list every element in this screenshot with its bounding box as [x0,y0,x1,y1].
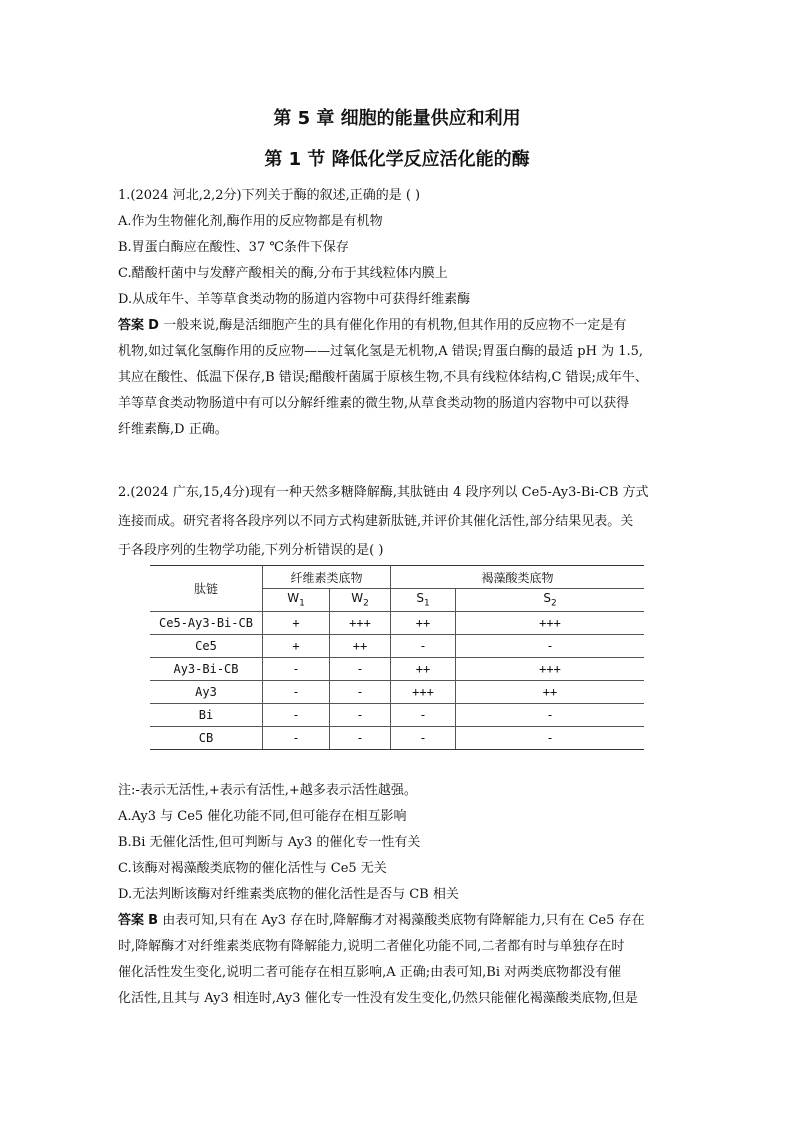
cell-w2: - [330,704,391,727]
explanation-line: 化活性,且其与 Ay3 相连时,Ay3 催化专一性没有发生变化,仍然只能催化褐藻酸类底物,但是 [118,991,638,1006]
question-stem-line: 于各段序列的生物学功能,下列分析错误的是( ) [118,543,384,558]
cell-s2: +++ [456,658,645,681]
cell-peptide: Bi [150,704,263,727]
cell-peptide: Ay3-Bi-CB [150,658,263,681]
table-row [150,612,644,635]
table-row [150,658,644,681]
table-row [150,704,644,727]
explanation-line: 羊等草食类动物肠道中有可以分解纤维素的微生物,从草食类动物的肠道内容物中可以获得 [118,396,630,411]
explanation-line: 由表可知,只有在 Ay3 存在时,降解酶才对褐藻酸类底物有降解能力,只有在 Ce5 存在 [162,913,645,928]
explanation-line: 纤维素酶,D 正确。 [118,422,228,437]
explanation-line: 机物,如过氧化氢酶作用的反应物——过氧化氢是无机物,A 错误;胃蛋白酶的最适 pH 为 1.5, [118,344,644,359]
option-b: B.Bi 无催化活性,但可判断与 Ay3 的催化专一性有关 [118,835,421,850]
header-cellulose: 纤维素类底物 [263,566,391,589]
option-a: A.作为生物催化剂,酶作用的反应物都是有机物 [118,214,383,229]
explanation-line: 其应在酸性、低温下保存,B 错误;醋酸杆菌属于原核生物,不具有线粒体结构,C 错误;成年牛、 [118,370,648,385]
option-d: D.无法判断该酶对纤维素类底物的催化活性是否与 CB 相关 [118,887,459,902]
table-note: 注:-表示无活性,+表示有活性,+越多表示活性越强。 [118,783,417,798]
cell-s1: - [391,727,456,750]
answer-line [118,908,684,934]
answer-key: B [148,913,159,928]
cell-s1: - [391,704,456,727]
chapter-title: 第 5 章 细胞的能量供应和利用 [273,108,521,129]
cell-s2: +++ [456,612,645,635]
answer-label: 答案 [118,913,145,928]
question-stem-line: 连接而成。研究者将各段序列以不同方式构建新肽链,并评价其催化活性,部分结果见表。关 [118,514,634,529]
header-s2: $S_2$ [456,589,645,612]
cell-w1: - [263,681,330,704]
cell-w2: +++ [330,612,391,635]
cell-s2: ++ [456,681,645,704]
option-d: D.从成年牛、羊等草食类动物的肠道内容物中可获得纤维素酶 [118,292,471,307]
cell-w1: - [263,658,330,681]
question-2 [118,478,684,565]
table-row [150,727,644,750]
question-2-after-table [118,778,684,1012]
cell-peptide: Ce5-Ay3-Bi-CB [150,612,263,635]
header-w2: $W_2$ [330,589,391,612]
cell-s1: ++ [391,658,456,681]
cell-peptide: Ce5 [150,635,263,658]
question-1 [118,183,684,443]
option-c: C.醋酸杆菌中与发酵产酸相关的酶,分布于其线粒体内膜上 [118,266,448,281]
cell-w2: - [330,681,391,704]
header-w1: $W_1$ [263,589,330,612]
cell-w1: - [263,704,330,727]
cell-w1: + [263,635,330,658]
cell-s2: - [456,635,645,658]
cell-w2: - [330,658,391,681]
section-title: 第 1 节 降低化学反应活化能的酶 [264,149,530,170]
cell-s1: +++ [391,681,456,704]
question-stem: 1.(2024 河北,2,2分)下列关于酶的叙述,正确的是 ( ) [118,188,421,203]
explanation-line: 催化活性发生变化,说明二者可能存在相互影响,A 正确;由表可知,Bi 对两类底物都没有催 [118,965,622,980]
cell-peptide: Ay3 [150,681,263,704]
cell-peptide: CB [150,727,263,750]
header-peptide: 肽链 [150,566,263,612]
header-alginate: 褐藻酸类底物 [391,566,645,589]
cell-s1: - [391,635,456,658]
header-s1: $S_1$ [391,589,456,612]
explanation-line: 一般来说,酶是活细胞产生的具有催化作用的有机物,但其作用的反应物不一定是有 [163,318,627,333]
option-a: A.Ay3 与 Ce5 催化功能不同,但可能存在相互影响 [118,809,407,824]
answer-key: D [148,318,159,333]
cell-w2: ++ [330,635,391,658]
option-b: B.胃蛋白酶应在酸性、37 ℃条件下保存 [118,240,349,255]
cell-s2: - [456,727,645,750]
question-stem-line: 2.(2024 广东,15,4分)现有一种天然多糖降解酶,其肽链由 4 段序列以 Ce5-Ay3-Bi-CB 方式 [118,485,649,500]
activity-table [150,565,644,750]
answer-line [118,313,684,339]
table-row [150,635,644,658]
cell-w1: + [263,612,330,635]
cell-s1: ++ [391,612,456,635]
answer-label: 答案 [118,318,145,333]
cell-w1: - [263,727,330,750]
cell-w2: - [330,727,391,750]
explanation-line: 时,降解酶才对纤维素类底物有降解能力,说明二者催化功能不同,二者都有时与单独存在时 [118,939,625,954]
cell-s2: - [456,704,645,727]
table-row [150,681,644,704]
option-c: C.该酶对褐藻酸类底物的催化活性与 Ce5 无关 [118,861,387,876]
